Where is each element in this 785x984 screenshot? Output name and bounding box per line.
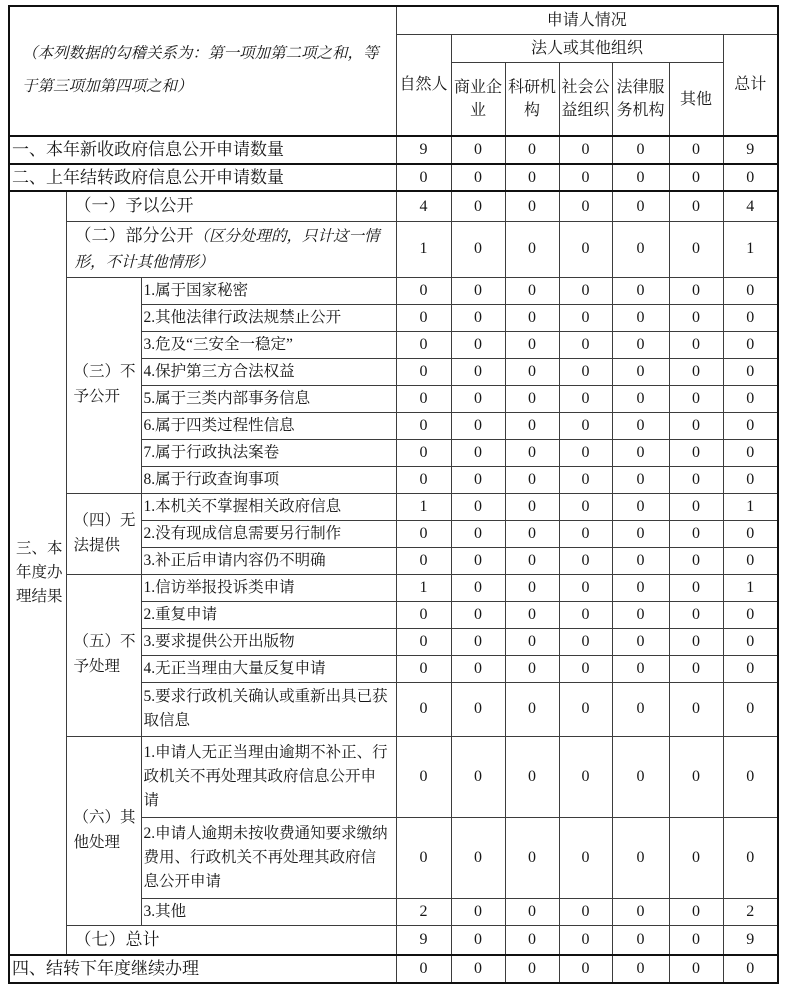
value-cell: 0 bbox=[612, 655, 669, 682]
value-cell: 0 bbox=[396, 655, 451, 682]
value-cell: 0 bbox=[669, 164, 723, 192]
value-cell: 0 bbox=[396, 736, 451, 817]
value-cell: 0 bbox=[559, 682, 612, 736]
value-cell: 0 bbox=[612, 628, 669, 655]
item-label: 6.属于四类过程性信息 bbox=[141, 412, 396, 439]
section3-label: 三、本年度办理结果 bbox=[9, 191, 66, 955]
value-cell: 0 bbox=[612, 736, 669, 817]
item-label: 8.属于行政查询事项 bbox=[141, 466, 396, 493]
value-cell: 0 bbox=[559, 817, 612, 898]
value-cell: 0 bbox=[669, 385, 723, 412]
row-label-annual-new: 一、本年新收政府信息公开申请数量 bbox=[9, 136, 396, 164]
value-cell: 0 bbox=[505, 277, 559, 304]
value-cell: 0 bbox=[723, 412, 778, 439]
value-cell: 0 bbox=[505, 221, 559, 277]
value-cell: 0 bbox=[396, 682, 451, 736]
value-cell: 0 bbox=[559, 655, 612, 682]
value-cell: 0 bbox=[559, 547, 612, 574]
value-cell: 0 bbox=[451, 331, 505, 358]
value-cell: 0 bbox=[559, 601, 612, 628]
row-label-carry-to-next: 四、结转下年度继续办理 bbox=[9, 955, 396, 983]
value-cell: 0 bbox=[612, 493, 669, 520]
value-cell: 0 bbox=[559, 304, 612, 331]
value-cell: 0 bbox=[505, 493, 559, 520]
value-cell: 9 bbox=[723, 925, 778, 955]
value-cell: 0 bbox=[396, 520, 451, 547]
subsection-notprocessed-label: （五）不予处理 bbox=[66, 574, 141, 736]
value-cell: 0 bbox=[612, 164, 669, 192]
value-cell: 0 bbox=[723, 439, 778, 466]
subsection-otherhandling-label: （六）其他处理 bbox=[66, 736, 141, 925]
value-cell: 0 bbox=[451, 466, 505, 493]
value-cell: 0 bbox=[451, 547, 505, 574]
value-cell: 2 bbox=[396, 898, 451, 925]
value-cell: 0 bbox=[505, 191, 559, 221]
value-cell: 0 bbox=[559, 955, 612, 983]
value-cell: 1 bbox=[723, 493, 778, 520]
value-cell: 0 bbox=[669, 439, 723, 466]
value-cell: 0 bbox=[559, 493, 612, 520]
value-cell: 0 bbox=[612, 601, 669, 628]
value-cell: 0 bbox=[669, 136, 723, 164]
value-cell: 0 bbox=[723, 520, 778, 547]
value-cell: 0 bbox=[451, 304, 505, 331]
item-label: 1.本机关不掌握相关政府信息 bbox=[141, 493, 396, 520]
value-cell: 1 bbox=[723, 574, 778, 601]
value-cell: 0 bbox=[396, 601, 451, 628]
value-cell: 0 bbox=[612, 925, 669, 955]
value-cell: 0 bbox=[505, 925, 559, 955]
value-cell: 0 bbox=[612, 520, 669, 547]
item-label: 5.要求行政机关确认或重新出具已获取信息 bbox=[141, 682, 396, 736]
value-cell: 0 bbox=[451, 817, 505, 898]
value-cell: 0 bbox=[669, 682, 723, 736]
value-cell: 0 bbox=[612, 358, 669, 385]
value-cell: 0 bbox=[723, 331, 778, 358]
row-label-subtotal: （七）总计 bbox=[66, 925, 396, 955]
value-cell: 0 bbox=[612, 412, 669, 439]
value-cell: 0 bbox=[451, 574, 505, 601]
value-cell: 0 bbox=[723, 655, 778, 682]
value-cell: 0 bbox=[669, 277, 723, 304]
value-cell: 0 bbox=[559, 520, 612, 547]
value-cell: 0 bbox=[723, 358, 778, 385]
value-cell: 0 bbox=[723, 547, 778, 574]
value-cell: 0 bbox=[669, 493, 723, 520]
value-cell: 0 bbox=[505, 164, 559, 192]
value-cell: 0 bbox=[669, 191, 723, 221]
row-label-partial bbox=[66, 221, 396, 277]
value-cell: 0 bbox=[396, 385, 451, 412]
value-cell: 0 bbox=[559, 191, 612, 221]
item-label: 3.补正后申请内容仍不明确 bbox=[141, 547, 396, 574]
value-cell: 0 bbox=[612, 466, 669, 493]
value-cell: 0 bbox=[396, 358, 451, 385]
value-cell: 1 bbox=[396, 574, 451, 601]
value-cell: 1 bbox=[396, 221, 451, 277]
value-cell: 0 bbox=[451, 439, 505, 466]
value-cell: 1 bbox=[723, 221, 778, 277]
header-research: 科研机构 bbox=[505, 63, 559, 136]
value-cell: 0 bbox=[669, 358, 723, 385]
header-commercial: 商业企业 bbox=[451, 63, 505, 136]
value-cell: 0 bbox=[612, 191, 669, 221]
value-cell: 0 bbox=[669, 412, 723, 439]
item-label: 2.申请人逾期未按收费通知要求缴纳费用、行政机关不再处理其政府信息公开申请 bbox=[141, 817, 396, 898]
value-cell: 0 bbox=[669, 817, 723, 898]
value-cell: 0 bbox=[451, 221, 505, 277]
header-total: 总计 bbox=[723, 35, 778, 136]
value-cell: 0 bbox=[723, 628, 778, 655]
value-cell: 0 bbox=[505, 574, 559, 601]
value-cell: 0 bbox=[505, 682, 559, 736]
value-cell: 4 bbox=[396, 191, 451, 221]
item-label: 2.其他法律行政法规禁止公开 bbox=[141, 304, 396, 331]
item-label: 2.没有现成信息需要另行制作 bbox=[141, 520, 396, 547]
row-label-granted: （一）予以公开 bbox=[66, 191, 396, 221]
value-cell: 0 bbox=[559, 221, 612, 277]
value-cell: 2 bbox=[723, 898, 778, 925]
value-cell: 0 bbox=[669, 547, 723, 574]
header-natural-person: 自然人 bbox=[396, 35, 451, 136]
value-cell: 0 bbox=[669, 736, 723, 817]
value-cell: 0 bbox=[559, 628, 612, 655]
value-cell: 0 bbox=[505, 628, 559, 655]
value-cell: 1 bbox=[396, 493, 451, 520]
value-cell: 0 bbox=[451, 682, 505, 736]
value-cell: 0 bbox=[669, 655, 723, 682]
value-cell: 0 bbox=[396, 439, 451, 466]
row-annual-new bbox=[9, 136, 778, 164]
value-cell: 0 bbox=[451, 655, 505, 682]
partial-label: （二）部分公开 bbox=[74, 225, 194, 245]
value-cell: 0 bbox=[669, 574, 723, 601]
value-cell: 0 bbox=[505, 466, 559, 493]
value-cell: 0 bbox=[505, 655, 559, 682]
value-cell: 0 bbox=[723, 466, 778, 493]
value-cell: 0 bbox=[505, 412, 559, 439]
row-otherhandling-1 bbox=[9, 736, 778, 817]
item-label: 2.重复申请 bbox=[141, 601, 396, 628]
value-cell: 0 bbox=[612, 439, 669, 466]
row-subtotal bbox=[9, 925, 778, 955]
value-cell: 0 bbox=[559, 439, 612, 466]
value-cell: 0 bbox=[451, 925, 505, 955]
value-cell: 0 bbox=[505, 547, 559, 574]
value-cell: 0 bbox=[396, 817, 451, 898]
value-cell: 0 bbox=[505, 736, 559, 817]
value-cell: 0 bbox=[505, 520, 559, 547]
header-applicant: 申请人情况 bbox=[396, 6, 778, 35]
value-cell: 0 bbox=[669, 898, 723, 925]
value-cell: 0 bbox=[559, 136, 612, 164]
value-cell: 0 bbox=[612, 955, 669, 983]
value-cell: 0 bbox=[669, 601, 723, 628]
item-label: 5.属于三类内部事务信息 bbox=[141, 385, 396, 412]
value-cell: 0 bbox=[612, 547, 669, 574]
value-cell: 0 bbox=[451, 191, 505, 221]
value-cell: 0 bbox=[451, 955, 505, 983]
value-cell: 0 bbox=[505, 955, 559, 983]
report-table bbox=[8, 5, 779, 984]
value-cell: 0 bbox=[723, 277, 778, 304]
row-granted bbox=[9, 191, 778, 221]
value-cell: 0 bbox=[505, 136, 559, 164]
value-cell: 0 bbox=[612, 331, 669, 358]
value-cell: 0 bbox=[396, 466, 451, 493]
value-cell: 0 bbox=[396, 331, 451, 358]
row-denied-1 bbox=[9, 277, 778, 304]
value-cell: 0 bbox=[451, 385, 505, 412]
value-cell: 0 bbox=[559, 574, 612, 601]
item-label: 1.申请人无正当理由逾期不补正、行政机关不再处理其政府信息公开申请 bbox=[141, 736, 396, 817]
value-cell: 0 bbox=[451, 736, 505, 817]
header-social-welfare: 社会公益组织 bbox=[559, 63, 612, 136]
value-cell: 0 bbox=[612, 304, 669, 331]
row-carry-to-next bbox=[9, 955, 778, 983]
value-cell: 0 bbox=[505, 358, 559, 385]
row-notprocessed-1 bbox=[9, 574, 778, 601]
value-cell: 0 bbox=[451, 493, 505, 520]
value-cell: 0 bbox=[669, 520, 723, 547]
value-cell: 0 bbox=[723, 817, 778, 898]
value-cell: 0 bbox=[505, 385, 559, 412]
value-cell: 0 bbox=[723, 601, 778, 628]
value-cell: 0 bbox=[396, 277, 451, 304]
value-cell: 0 bbox=[451, 520, 505, 547]
value-cell: 0 bbox=[669, 331, 723, 358]
value-cell: 0 bbox=[723, 682, 778, 736]
value-cell: 0 bbox=[396, 304, 451, 331]
value-cell: 0 bbox=[451, 277, 505, 304]
value-cell: 0 bbox=[669, 304, 723, 331]
value-cell: 0 bbox=[669, 628, 723, 655]
partial-note: （区分处理的，只计这一情形，不计其他情形） bbox=[74, 227, 380, 272]
value-cell: 0 bbox=[396, 164, 451, 192]
value-cell: 0 bbox=[559, 277, 612, 304]
value-cell: 0 bbox=[559, 466, 612, 493]
item-label: 4.保护第三方合法权益 bbox=[141, 358, 396, 385]
value-cell: 0 bbox=[451, 412, 505, 439]
value-cell: 0 bbox=[451, 628, 505, 655]
value-cell: 0 bbox=[505, 304, 559, 331]
value-cell: 0 bbox=[559, 736, 612, 817]
subsection-denied-label: （三）不予公开 bbox=[66, 277, 141, 493]
item-label: 3.要求提供公开出版物 bbox=[141, 628, 396, 655]
value-cell: 0 bbox=[669, 955, 723, 983]
row-carried-from-prev bbox=[9, 164, 778, 192]
note-cell: （本列数据的勾稽关系为：第一项加第二项之和，等于第三项加第四项之和） bbox=[9, 6, 396, 136]
value-cell: 0 bbox=[451, 898, 505, 925]
value-cell: 0 bbox=[451, 136, 505, 164]
value-cell: 0 bbox=[612, 574, 669, 601]
value-cell: 0 bbox=[559, 385, 612, 412]
value-cell: 0 bbox=[612, 682, 669, 736]
header-legal-org: 法人或其他组织 bbox=[451, 35, 723, 63]
value-cell: 0 bbox=[396, 547, 451, 574]
header-row-top bbox=[9, 6, 778, 35]
value-cell: 0 bbox=[612, 277, 669, 304]
item-label: 3.其他 bbox=[141, 898, 396, 925]
row-partial bbox=[9, 221, 778, 277]
value-cell: 0 bbox=[669, 221, 723, 277]
value-cell: 0 bbox=[559, 412, 612, 439]
value-cell: 0 bbox=[505, 817, 559, 898]
value-cell: 0 bbox=[559, 358, 612, 385]
value-cell: 0 bbox=[451, 358, 505, 385]
value-cell: 0 bbox=[669, 466, 723, 493]
value-cell: 0 bbox=[669, 925, 723, 955]
value-cell: 0 bbox=[612, 385, 669, 412]
value-cell: 9 bbox=[396, 925, 451, 955]
value-cell: 0 bbox=[451, 164, 505, 192]
value-cell: 0 bbox=[559, 925, 612, 955]
value-cell: 0 bbox=[723, 304, 778, 331]
value-cell: 0 bbox=[559, 164, 612, 192]
value-cell: 0 bbox=[505, 439, 559, 466]
value-cell: 0 bbox=[396, 955, 451, 983]
value-cell: 0 bbox=[505, 898, 559, 925]
value-cell: 0 bbox=[723, 164, 778, 192]
item-label: 3.危及“三安全一稳定” bbox=[141, 331, 396, 358]
header-legal-service: 法律服务机构 bbox=[612, 63, 669, 136]
item-label: 1.信访举报投诉类申请 bbox=[141, 574, 396, 601]
value-cell: 4 bbox=[723, 191, 778, 221]
value-cell: 0 bbox=[612, 221, 669, 277]
value-cell: 0 bbox=[723, 736, 778, 817]
subsection-unable-label: （四）无法提供 bbox=[66, 493, 141, 574]
value-cell: 0 bbox=[396, 628, 451, 655]
value-cell: 0 bbox=[612, 898, 669, 925]
item-label: 4.无正当理由大量反复申请 bbox=[141, 655, 396, 682]
header-other-org: 其他 bbox=[669, 63, 723, 136]
value-cell: 0 bbox=[559, 331, 612, 358]
value-cell: 0 bbox=[451, 601, 505, 628]
item-label: 1.属于国家秘密 bbox=[141, 277, 396, 304]
row-label-carried-from-prev: 二、上年结转政府信息公开申请数量 bbox=[9, 164, 396, 192]
value-cell: 9 bbox=[396, 136, 451, 164]
value-cell: 0 bbox=[612, 817, 669, 898]
item-label: 7.属于行政执法案卷 bbox=[141, 439, 396, 466]
value-cell: 0 bbox=[505, 331, 559, 358]
value-cell: 9 bbox=[723, 136, 778, 164]
row-unable-1 bbox=[9, 493, 778, 520]
value-cell: 0 bbox=[505, 601, 559, 628]
value-cell: 0 bbox=[723, 385, 778, 412]
value-cell: 0 bbox=[612, 136, 669, 164]
value-cell: 0 bbox=[723, 955, 778, 983]
value-cell: 0 bbox=[396, 412, 451, 439]
value-cell: 0 bbox=[559, 898, 612, 925]
